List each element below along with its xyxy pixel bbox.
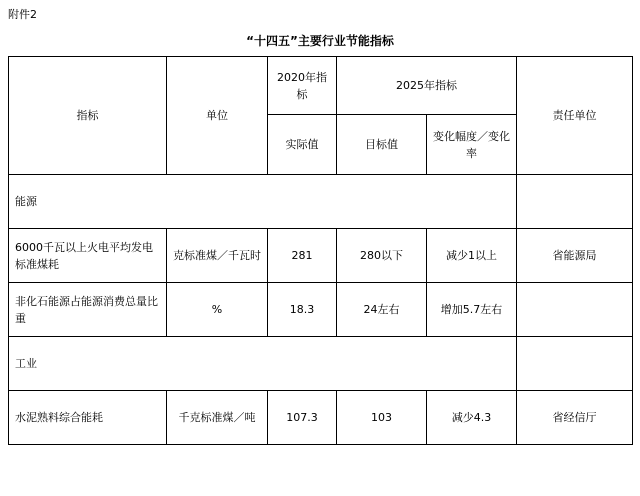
- cell-indicator: 水泥熟料综合能耗: [9, 391, 167, 445]
- section-responsible-energy: [517, 175, 633, 229]
- header-indicator: 指标: [9, 57, 167, 175]
- section-row-industry: [9, 337, 633, 391]
- energy-indicators-table: [8, 56, 633, 445]
- cell-indicator: 6000千瓦以上火电平均发电标准煤耗: [9, 229, 167, 283]
- cell-actual: 18.3: [268, 283, 337, 337]
- cell-indicator: 非化石能源占能源消费总量比重: [9, 283, 167, 337]
- table-row: [9, 391, 633, 445]
- cell-target: 103: [337, 391, 427, 445]
- cell-responsible: 省能源局: [517, 229, 633, 283]
- table-row: [9, 283, 633, 337]
- table-row: [9, 229, 633, 283]
- cell-change: 增加5.7左右: [427, 283, 517, 337]
- header-change-range: 变化幅度／变化率: [427, 115, 517, 175]
- header-responsible-unit: 责任单位: [517, 57, 633, 175]
- header-year-2025: 2025年指标: [337, 57, 517, 115]
- cell-responsible: [517, 283, 633, 337]
- page-title: “十四五”主要行业节能指标: [246, 34, 394, 48]
- section-label-energy: 能源: [9, 175, 517, 229]
- cell-change: 减少1以上: [427, 229, 517, 283]
- cell-unit: %: [167, 283, 268, 337]
- section-label-industry: 工业: [9, 337, 517, 391]
- cell-responsible: 省经信厅: [517, 391, 633, 445]
- cell-target: 24左右: [337, 283, 427, 337]
- cell-unit: 克标准煤／千瓦时: [167, 229, 268, 283]
- attachment-label: 附件2: [8, 8, 37, 21]
- cell-actual: 281: [268, 229, 337, 283]
- header-year-2020: 2020年指标: [268, 57, 337, 115]
- cell-target: 280以下: [337, 229, 427, 283]
- cell-change: 减少4.3: [427, 391, 517, 445]
- header-target-value: 目标值: [337, 115, 427, 175]
- header-actual-value: 实际值: [268, 115, 337, 175]
- cell-unit: 千克标准煤／吨: [167, 391, 268, 445]
- cell-actual: 107.3: [268, 391, 337, 445]
- section-row-energy: [9, 175, 633, 229]
- table-header-row-primary: [9, 57, 633, 115]
- header-unit: 单位: [167, 57, 268, 175]
- section-responsible-industry: [517, 337, 633, 391]
